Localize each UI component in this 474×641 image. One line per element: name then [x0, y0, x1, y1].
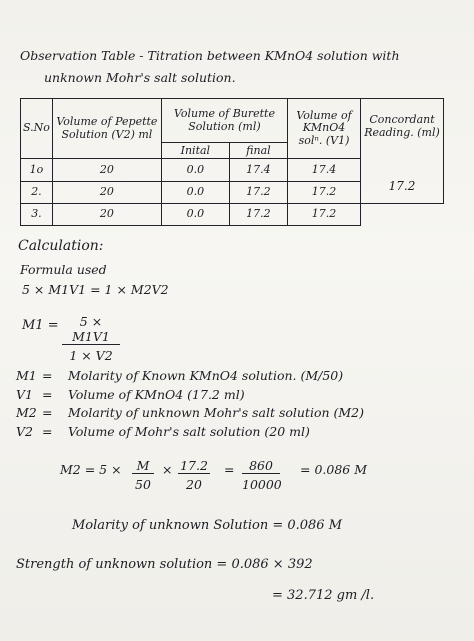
m2-result: = 0.086 M [300, 462, 368, 477]
variable-eq: = [42, 368, 53, 383]
header-burette-initial: Inital [161, 143, 229, 159]
formula-used-label: Formula used [20, 262, 107, 277]
cell-pipette: 20 [52, 159, 161, 181]
observation-table [20, 98, 444, 226]
m2-frac1-numerator: M [132, 458, 154, 474]
m1-denominator: 1 × V2 [69, 348, 113, 363]
concordant-value: 17.2 [388, 178, 416, 193]
variable-symbol: V2 [16, 423, 33, 439]
variable-symbol: M1 [16, 368, 37, 383]
cell-pipette: 20 [52, 203, 161, 225]
cell-initial: 0.0 [161, 181, 229, 203]
m1-fraction [62, 314, 120, 363]
variable-eq: = [42, 386, 53, 402]
header-sno: S.No [21, 99, 53, 159]
header-pipette-volume: Volume of Pepette Solution (V2) ml [52, 99, 161, 159]
m2-fraction-1 [132, 458, 154, 492]
cell-sno: 2. [21, 181, 53, 203]
cell-initial: 0.0 [161, 203, 229, 225]
formula-equation: 5 × M1V1 = 1 × M2V2 [22, 282, 169, 297]
variable-desc: Molarity of Known KMnO4 solution. (M/50) [68, 368, 344, 383]
m2-frac3-denominator: 10000 [242, 477, 282, 492]
strength-line-1: Strength of unknown solution = 0.086 × 392 [16, 557, 313, 572]
cell-pipette: 20 [52, 181, 161, 203]
m2-fraction-2 [178, 458, 210, 492]
strength-line-2: = 32.712 gm /l. [272, 588, 375, 603]
observation-title-line1: Observation Table - Titration between KMnO4 solution with [20, 48, 400, 63]
variable-desc: Molarity of unknown Mohr's salt solution (M2) [68, 405, 365, 420]
m2-frac2-denominator: 20 [186, 477, 202, 492]
variable-eq: = [42, 405, 53, 420]
cell-final: 17.2 [229, 181, 287, 203]
table-row [21, 203, 444, 225]
header-kmno4-volume: Volume of KMnO4 solⁿ. (V1) [288, 99, 361, 159]
concordant-label: Concordant Reading. (ml) [364, 113, 440, 139]
header-concordant [361, 99, 444, 204]
cell-kmno4: 17.2 [288, 181, 361, 203]
m2-frac3-numerator: 860 [242, 458, 280, 474]
variable-eq: = [42, 423, 53, 439]
variable-definitions [16, 368, 364, 442]
cell-kmno4: 17.4 [288, 159, 361, 181]
cell-sno: 1o [21, 159, 53, 181]
molarity-result-line: Molarity of unknown Solution = 0.086 M [72, 518, 343, 533]
variable-row [16, 424, 364, 443]
cell-final: 17.2 [229, 203, 287, 225]
observation-title-line2: unknown Mohr's salt solution. [44, 70, 236, 85]
m1-numerator: 5 × M1V1 [62, 314, 120, 345]
variable-row [16, 387, 364, 406]
m1-lhs: M1 = [22, 318, 59, 333]
m2-times: × [162, 462, 173, 477]
variable-row [16, 368, 364, 387]
m2-fraction-3 [242, 458, 280, 492]
header-burette-final: final [229, 143, 287, 159]
m2-frac2-numerator: 17.2 [178, 458, 210, 474]
cell-initial: 0.0 [161, 159, 229, 181]
calculation-heading: Calculation: [18, 238, 104, 254]
variable-desc: Volume of Mohr's salt solution (20 ml) [68, 423, 310, 439]
m2-equals: = [224, 462, 235, 477]
cell-final: 17.4 [229, 159, 287, 181]
cell-kmno4: 17.2 [288, 203, 361, 225]
cell-sno: 3. [21, 203, 53, 225]
variable-row [16, 405, 364, 424]
header-burette-volume: Volume of Burette Solution (ml) [161, 99, 287, 143]
variable-desc: Volume of KMnO4 (17.2 ml) [68, 386, 245, 402]
variable-symbol: M2 [16, 405, 37, 420]
m2-lhs: M2 = 5 × [60, 462, 122, 477]
variable-symbol: V1 [16, 386, 33, 402]
m2-frac1-denominator: 50 [135, 477, 151, 492]
